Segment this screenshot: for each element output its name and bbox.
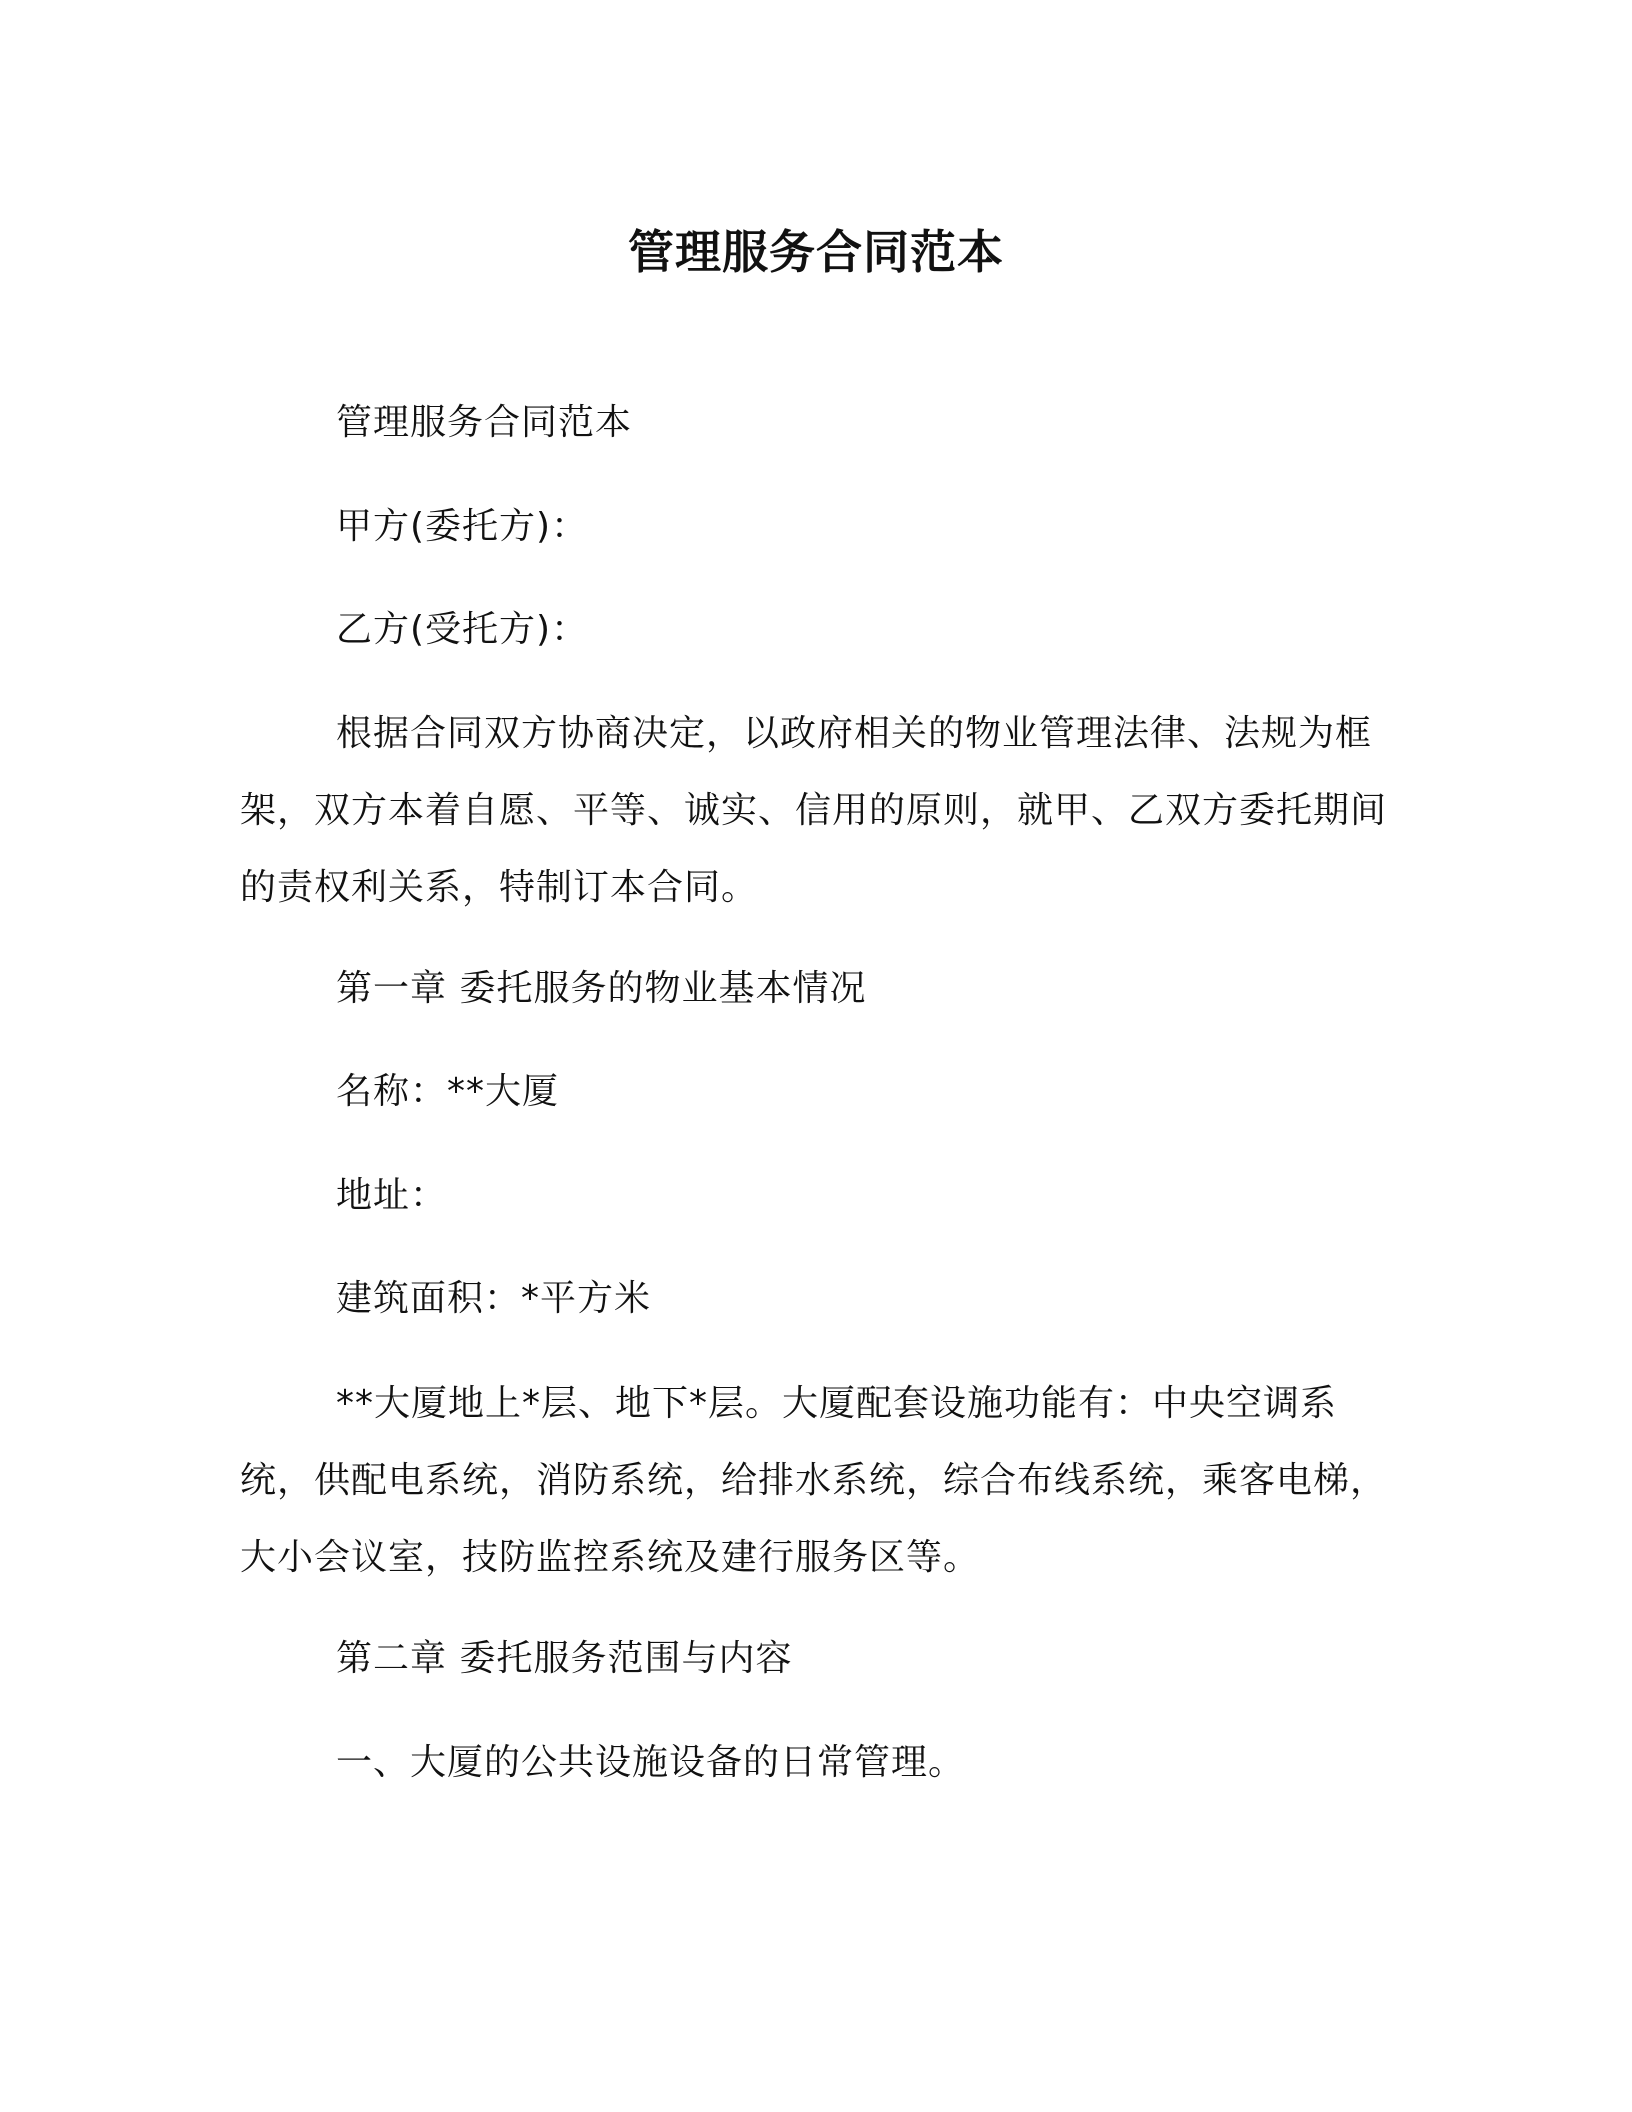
property-address-line: 地址： <box>336 1175 448 1216</box>
property-name-line: 名称：**大厦 <box>336 1071 560 1112</box>
party-a-line: 甲方(委托方)： <box>336 506 589 547</box>
subtitle-line: 管理服务合同范本 <box>336 402 633 443</box>
section-1-line: 一、大厦的公共设施设备的日常管理。 <box>336 1742 966 1783</box>
party-b-line: 乙方(受托方)： <box>336 609 589 650</box>
chapter-2-heading: 第二章 委托服务范围与内容 <box>336 1638 793 1679</box>
preamble-paragraph: 根据合同双方协商决定，以政府相关的物业管理法律、法规为框架，双方本着自愿、平等、诚实、信用的原则，就甲、乙双方委托期间的责权利关系，特制订本合同。 <box>240 713 1388 908</box>
document-title: 管理服务合同范本 <box>628 225 1004 279</box>
facilities-paragraph: **大厦地上*层、地下*层。大厦配套设施功能有：中央空调系统，供配电系统，消防系统，给排水系统，综合布线系统，乘客电梯，大小会议室，技防监控系统及建行服务区等。 <box>240 1383 1388 1578</box>
chapter-1-heading: 第一章 委托服务的物业基本情况 <box>336 968 867 1009</box>
building-area-line: 建筑面积：*平方米 <box>336 1278 652 1319</box>
